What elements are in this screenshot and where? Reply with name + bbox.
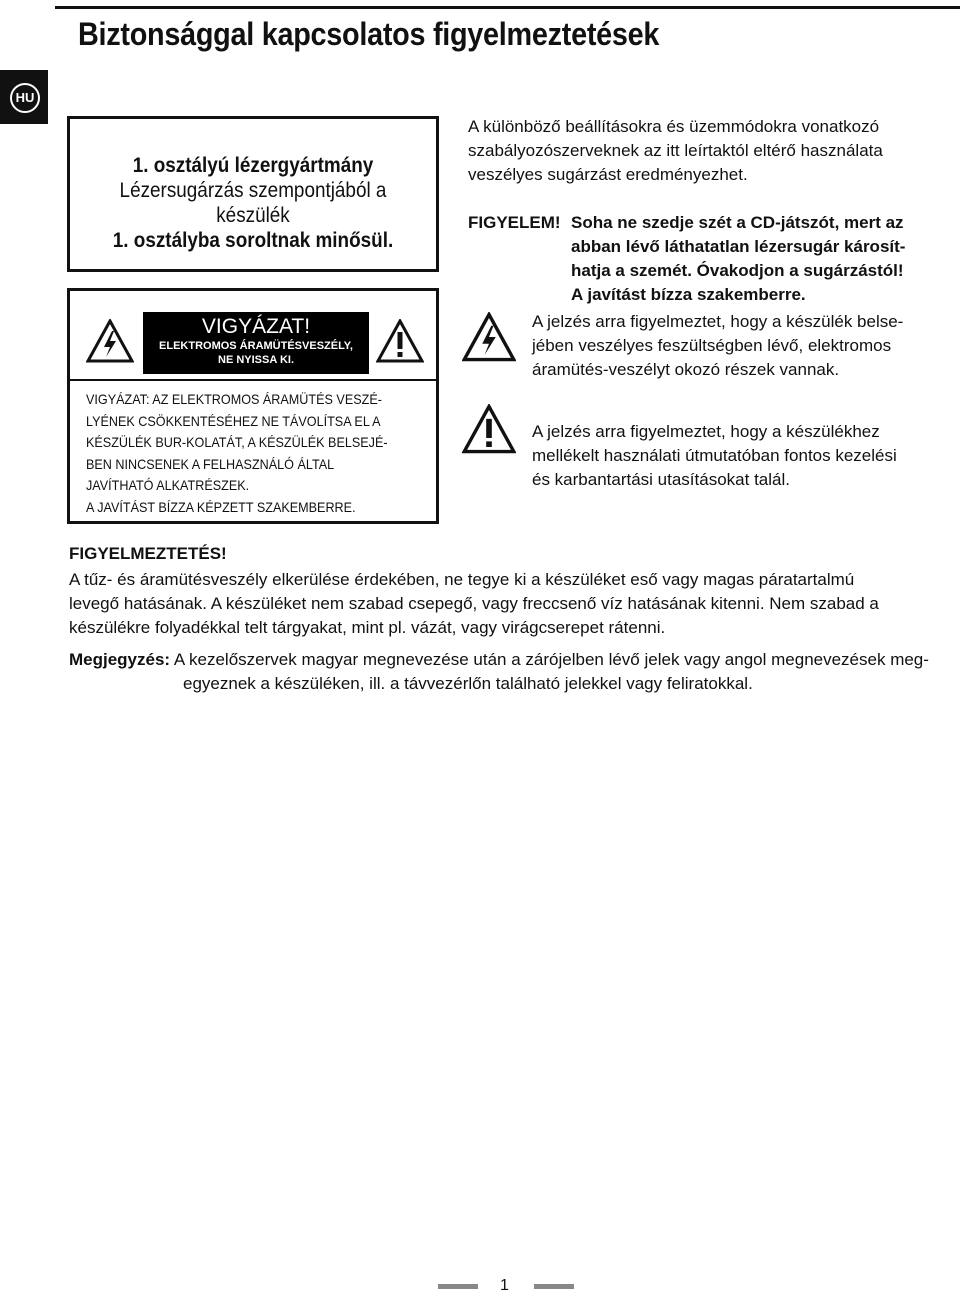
intro-line: veszélyes sugárzást eredményezhet. xyxy=(468,165,748,184)
warning-line: Soha ne szedje szét a CD-játszót, mert az xyxy=(571,213,904,232)
footer-bar-right xyxy=(534,1284,574,1289)
exclamation-triangle-icon xyxy=(462,404,516,454)
caution-subtitle-2: NE NYISSA KI. xyxy=(218,354,294,366)
caution-line: A JAVÍTÁST BÍZZA KÉPZETT SZAKEMBERRE. xyxy=(86,498,356,515)
bottom-warning-line: készülékre folyadékkal telt tárgyakat, mint pl. vázát, vagy virágcserepet rátenni. xyxy=(69,618,666,637)
caution-subtitle-1: ELEKTROMOS ÁRAMÜTÉSVESZÉLY, xyxy=(159,340,353,352)
caution-body xyxy=(86,389,401,518)
language-badge: HU xyxy=(10,83,40,113)
caution-banner xyxy=(143,312,369,374)
laser-line-3: 1. osztályba soroltnak minősül. xyxy=(112,229,394,252)
caution-line: VIGYÁZAT: AZ ELEKTROMOS ÁRAMÜTÉS VESZÉ- xyxy=(86,391,382,407)
warning-line: A javítást bízza szakemberre. xyxy=(571,285,806,304)
electric-symbol-description xyxy=(532,310,952,382)
laser-class-box xyxy=(67,116,439,272)
warning-label: FIGYELEM! xyxy=(468,213,561,232)
symbol-line: mellékelt használati útmutatóban fontos kezelési xyxy=(532,446,897,465)
caution-title: VIGYÁZAT! xyxy=(201,315,311,338)
bottom-warning-line: levegő hatásának. A készüléket nem szabad csepegő, vagy freccsenő víz hatásának kitenni. Nem szabad a xyxy=(69,594,879,613)
laser-line-1: 1. osztályú lézergyártmány xyxy=(132,154,374,177)
footer-bar-left xyxy=(438,1284,478,1289)
caution-line: JAVÍTHATÓ ALKATRÉSZEK. xyxy=(86,477,250,493)
symbol-line: jében veszélyes feszültségben lévő, elektromos xyxy=(532,336,892,355)
caution-box xyxy=(67,288,439,524)
symbol-line: A jelzés arra figyelmeztet, hogy a készülék belse- xyxy=(532,312,904,331)
intro-line: A különböző beállításokra és üzemmódokra vonatkozó xyxy=(468,117,880,136)
top-rule xyxy=(55,6,960,9)
warning-line: hatja a szemét. Óvakodjon a sugárzástól! xyxy=(571,261,904,280)
caution-line: BEN NINCSENEK A FELHASZNÁLÓ ÁLTAL xyxy=(86,455,335,472)
lightning-triangle-icon xyxy=(86,319,134,363)
symbol-line: A jelzés arra figyelmeztet, hogy a készülékhez xyxy=(532,422,880,441)
caution-line: LYÉNEK CSÖKKENTÉSÉHEZ NE TÁVOLÍTSA EL A xyxy=(86,412,381,429)
page-title: Biztonsággal kapcsolatos figyelmeztetések xyxy=(78,16,660,52)
exclamation-triangle-icon xyxy=(376,319,424,363)
note-label: Megjegyzés: xyxy=(69,650,171,669)
note-line-2: egyeznek a készüléken, ill. a távvezérlőn található jelekkel vagy feliratokkal. xyxy=(183,674,753,693)
symbol-line: és karbantartási utasításokat talál. xyxy=(532,470,790,489)
caution-divider xyxy=(70,379,436,381)
symbol-line: áramütés-veszélyt okozó részek vannak. xyxy=(532,360,840,379)
page-number: 1 xyxy=(500,1277,509,1294)
bottom-warning-line: A tűz- és áramütésveszély elkerülése érdekében, ne tegye ki a készüléket eső vagy magas páratartalmú xyxy=(69,570,855,589)
lightning-triangle-icon xyxy=(462,312,516,362)
note-paragraph xyxy=(69,648,959,693)
laser-line-2: Lézersugárzás szempontjából a készülék xyxy=(119,179,387,227)
intro-paragraph xyxy=(468,115,958,187)
intro-line: szabályozószerveknek az itt leírtaktól eltérő használata xyxy=(468,141,883,160)
warning-line: abban lévő láthatatlan lézersugár károsít- xyxy=(571,237,906,256)
manual-symbol-description xyxy=(532,420,952,492)
bottom-warning-heading: FIGYELMEZTETÉS! xyxy=(69,544,227,563)
caution-line: KÉSZÜLÉK BUR-KOLATÁT, A KÉSZÜLÉK BELSEJÉ- xyxy=(86,434,388,450)
laser-class-text xyxy=(88,153,417,253)
note-line-1: A kezelőszervek magyar megnevezése után a zárójelben lévő jelek vagy angol megnevezések meg- xyxy=(173,650,929,669)
bottom-warning-body xyxy=(69,568,949,640)
warning-body xyxy=(571,211,960,307)
